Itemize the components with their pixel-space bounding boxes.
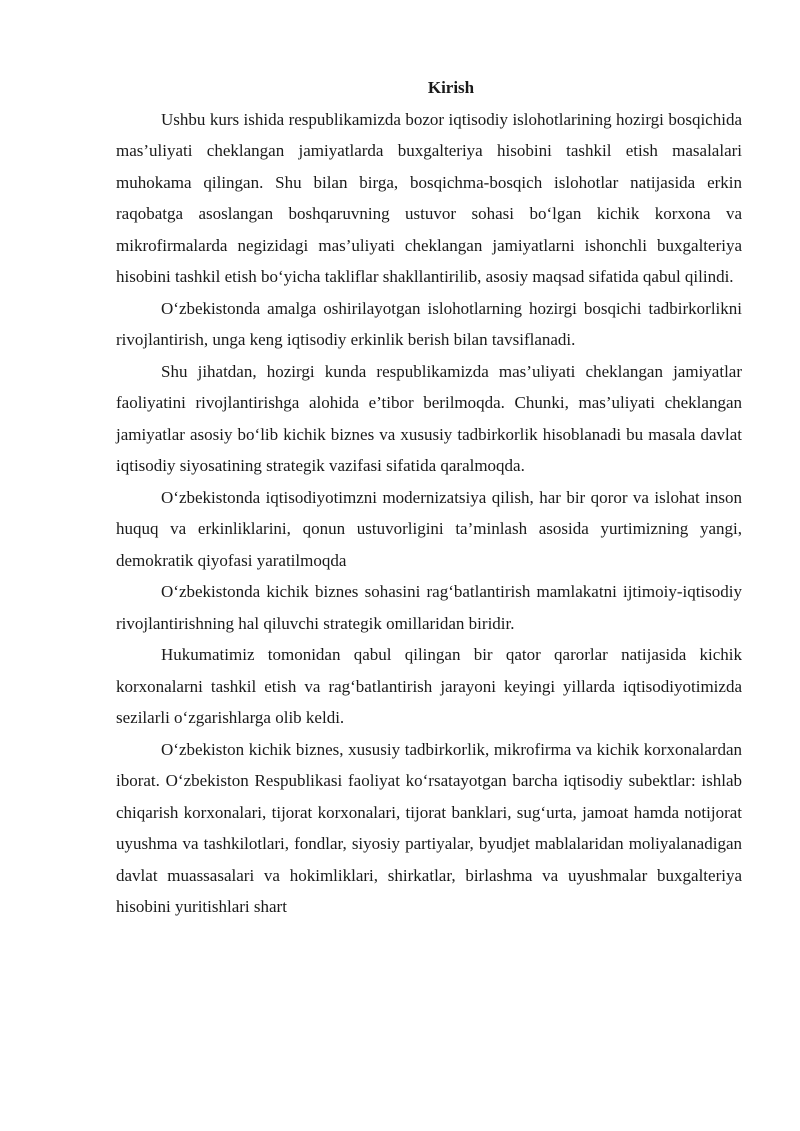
paragraph-1: Ushbu kurs ishida respublikamizda bozor iqtisodiy islohotlarining hozirgi bosqichida mas’uliyati cheklangan jamiyatlarda buxgalteriya hisobini tashkil etish masalalari muhokama qilingan. Shu bilan birga, bosqichma-bosqich islohotlar natijasida erkin raqobatga asoslangan boshqaruvning ustuvor sohasi bo‘lgan kichik korxona va mikrofirmalarda negizidagi mas’uliyati cheklangan jamiyatlarni ishonchli buxgalteriya hisobini tashkil etish bo‘yicha takliflar shakllantirilib, asosiy maqsad sifatida qabul qilindi.: [116, 109, 742, 286]
paragraph-3: Shu jihatdan, hozirgi kunda respublikamizda mas’uliyati cheklangan jamiyatlar faoliyatini rivojlantirishga alohida e’tibor berilmoqda. Chunki, mas’uliyati cheklangan jamiyatlar asosiy bo‘lib kichik biznes va xususiy tadbirkorlik hisoblanadi bu masala davlat iqtisodiy siyosatining strategik vazifasi sifatida qaralmoqda.: [116, 361, 742, 475]
document-page: [116, 72, 742, 923]
paragraph-2: O‘zbekistonda amalga oshirilayotgan islohotlarning hozirgi bosqichi tadbirkorlikni rivojlantirish, unga keng iqtisodiy erkinlik berish bilan tavsiflanadi.: [116, 298, 742, 349]
paragraph-6: Hukumatimiz tomonidan qabul qilingan bir qator qarorlar natijasida kichik korxonalarni tashkil etish va rag‘batlantirish jarayoni keyingi yillarda iqtisodiyotimizda sezilarli o‘zgarishlarga olib keldi.: [116, 645, 742, 727]
document-title: Kirish: [427, 78, 475, 97]
paragraph-4: O‘zbekistonda iqtisodiyotimzni modernizatsiya qilish, har bir qoror va islohat inson huquq va erkinliklarini, qonun ustuvorligini ta’minlash asosida yurtimizning yangi, demokratik qiyofasi yaratilmoqda: [116, 487, 742, 570]
paragraph-5: O‘zbekistonda kichik biznes sohasini rag‘batlantirish mamlakatni ijtimoiy-iqtisodiy rivojlantirishning hal qiluvchi strategik omillaridan biridir.: [116, 582, 742, 633]
paragraph-7: O‘zbekiston kichik biznes, xususiy tadbirkorlik, mikrofirma va kichik korxonalardan iborat. O‘zbekiston Respublikasi faoliyat ko‘rsatayotgan barcha iqtisodiy subektlar: ishlab chiqarish korxonalari, tijorat korxonalari, tijorat banklari, sug‘urta, jamoat hamda notijorat uyushma va tashkilotlari, fondlar, siyosiy partiyalar, byudjet mablalaridan moliyalanadigan davlat muassasalari va hokimliklari, shirkatlar, birlashma va uyushmalar buxgalteriya hisobini yuritishlari shart: [116, 739, 742, 916]
